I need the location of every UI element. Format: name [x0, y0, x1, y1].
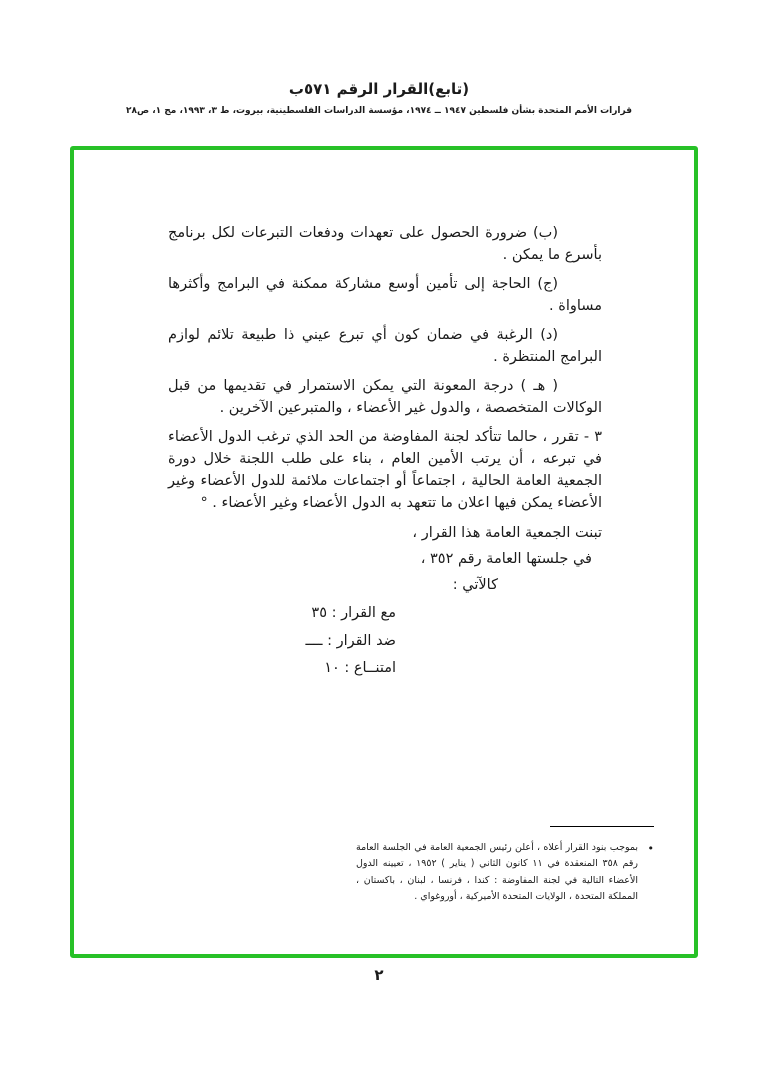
paragraph-clause-3: ٣ - تقرر ، حالما تتأكد لجنة المفاوضة من الحد الذي ترغب الدول الأعضاء في تبرعه ، أن يرتب الأمين العام ، بناء على طلب اللجنة خلال دورة الجمعية العامة الحالية ، اجتماعاً أو اجتماعات ملائمة للدول الأعضاء وغير الأعضاء يمكن فيها اعلان ما تتعهد به الدول الأعضاء وغير الأعضاء . °	[168, 429, 602, 512]
page-header	[0, 80, 758, 116]
vote-line-abstain	[168, 657, 396, 679]
footnote-divider	[550, 826, 654, 827]
paragraph-item-d: (د) الرغبة في ضمان كون أي تبرع عيني ذا طبيعة تلائم لوازم البرامج المنتظرة .	[168, 327, 602, 366]
paragraph-item-h: ( هـ ) درجة المعونة التي يمكن الاستمرار في تقديمها من قبل الوكالات المتخصصة ، والدول غير الأعضاء ، والمتبرعين الآخرين .	[168, 378, 602, 417]
paragraph-item-j: (ج) الحاجة إلى تأمين أوسع مشاركة ممكنة في البرامج وأكثرها مساواة .	[168, 276, 602, 315]
document-title: (تابع)القرار الرقم ٥٧١ب	[288, 80, 470, 98]
source-citation-line: قرارات الأمم المتحدة بشأن فلسطين ١٩٤٧ ــ ١٩٧٤، مؤسسة الدراسات الفلسطينية، بيروت، ط ٣، ١٩٩٣، مج ١، ص٢٨	[126, 106, 632, 116]
vote-separator: :	[326, 605, 342, 622]
adoption-line: تبنت الجمعية العامة هذا القرار ،	[412, 525, 602, 542]
vote-value: ــــ	[305, 632, 323, 649]
vote-line-against	[168, 630, 396, 652]
adoption-line: كالآتي :	[452, 577, 498, 594]
vote-value: ٣٥	[311, 605, 327, 622]
resolution-text-block	[168, 222, 602, 684]
footnote-bullet-icon: •	[647, 842, 654, 855]
vote-label: ضد القرار	[336, 632, 396, 649]
adoption-statement	[168, 522, 602, 596]
vote-value: ١٠	[324, 659, 340, 676]
page-number: ٢	[374, 966, 384, 984]
vote-label: امتنــاع	[353, 659, 396, 676]
footnote-text: بموجب بنود القرار أعلاه ، أعلن رئيس الجمعية العامة في الجلسة العامة رقم ٣٥٨ المنعقدة في ١١ كانون الثاني ( يناير ) ١٩٥٢ ، تعيينه الدول الأعضاء التالية في لجنة المفاوضة : كندا ، فرنسا ، لبنان ، باكستان ، المملكة المتحدة ، الولايات المتحدة الأميركية ، أوروغواي .	[356, 842, 638, 902]
vote-separator: :	[339, 659, 354, 676]
document-frame	[70, 146, 698, 958]
vote-separator: :	[322, 632, 337, 649]
vote-results	[168, 602, 602, 678]
adoption-line: في جلستها العامة رقم ٣٥٢ ،	[420, 551, 592, 568]
footnote	[356, 840, 654, 905]
paragraph-item-b: (ب) ضرورة الحصول على تعهدات ودفعات التبرعات لكل برنامج بأسرع ما يمكن .	[168, 225, 602, 264]
vote-line-for	[168, 602, 396, 624]
vote-label: مع القرار	[341, 605, 396, 622]
